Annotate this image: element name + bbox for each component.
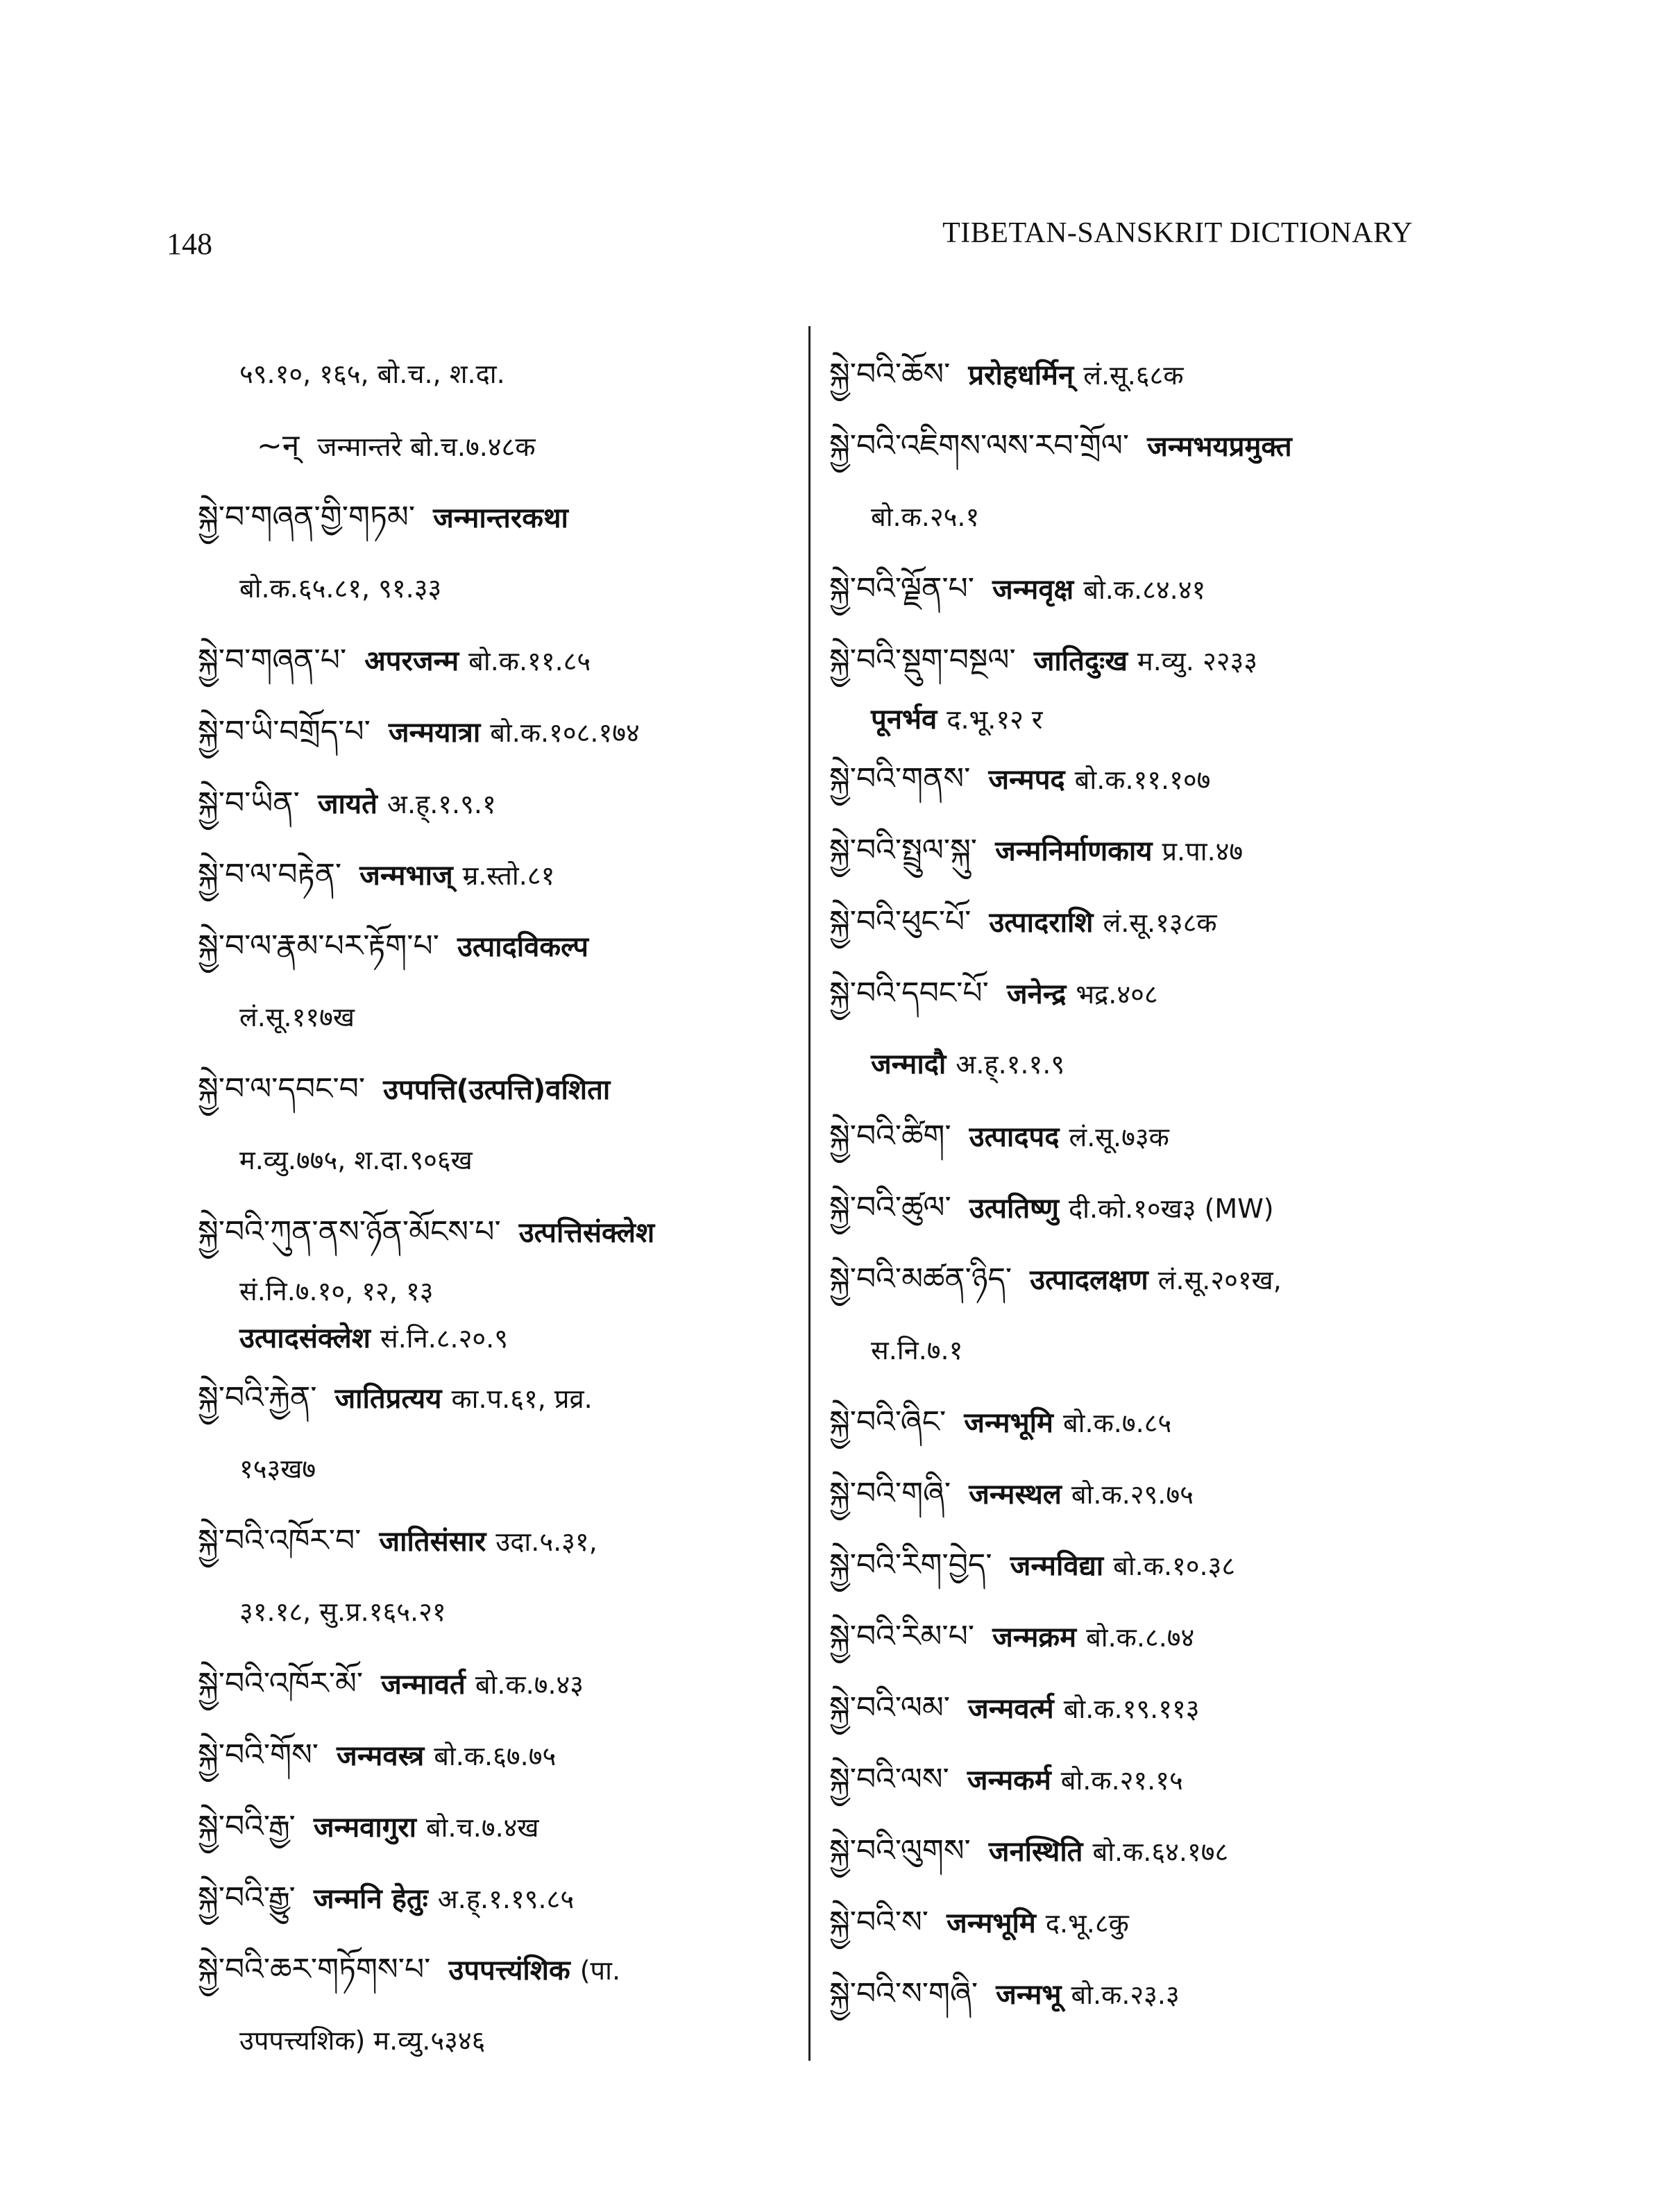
dictionary-line <box>829 886 1426 958</box>
dictionary-line <box>198 1433 795 1505</box>
sanskrit-equivalent: उत्पादपद <box>969 1121 1060 1153</box>
dictionary-line <box>198 1053 795 1125</box>
dictionary-line <box>198 1791 795 1862</box>
running-head: TIBETAN-SANSKRIT DICTIONARY <box>942 217 1413 249</box>
source-reference: लं.सू.६८क <box>1083 360 1184 391</box>
tibetan-headword: སྐྱེ་བ་ཡིན་ <box>198 785 300 821</box>
dictionary-line <box>198 982 795 1053</box>
dictionary-line <box>198 1196 795 1268</box>
sanskrit-equivalent: जन्मस्थल <box>969 1479 1062 1511</box>
tibetan-headword: སྐྱེ་བའི་ཞིང་ <box>829 1404 947 1440</box>
dictionary-line <box>198 410 795 482</box>
dictionary-line <box>829 1172 1426 1243</box>
tibetan-headword: སྐྱེ་བའི་རིག་བྱེད་ <box>829 1547 992 1583</box>
dictionary-line <box>829 482 1426 553</box>
dictionary-line <box>829 553 1426 624</box>
sanskrit-equivalent: उत्पादराशि <box>989 907 1094 939</box>
tibetan-headword: སྐྱེ་བའི་ཕུང་པོ་ <box>829 904 971 939</box>
tibetan-headword: སྐྱེ་བའི་སྤྲུལ་སྐུ་ <box>829 833 978 868</box>
dictionary-line <box>198 839 795 910</box>
tibetan-headword: སྐྱེ་བའི་ས་ <box>829 1905 929 1940</box>
dictionary-line <box>198 482 795 553</box>
sanskrit-equivalent: पूनर्भव <box>871 704 937 735</box>
dictionary-line <box>198 1125 795 1196</box>
source-reference: म.व्यु.७७५, श.दा.९०६ख <box>239 1145 473 1175</box>
left-column <box>198 339 795 2077</box>
source-reference: ३१.१८, सु.प्र.१६५.२१ <box>239 1597 446 1627</box>
tibetan-headword: སྐྱེ་བའི་རྒྱུ་ <box>198 1880 296 1916</box>
sanskrit-equivalent: जन्मनि हेतुः <box>313 1883 428 1915</box>
tibetan-headword: སྐྱེ་བའི་ལམ་ <box>829 1690 950 1726</box>
source-reference: बो.क.१९.११३ <box>1063 1694 1200 1724</box>
dictionary-line <box>829 1458 1426 1529</box>
tibetan-headword: སྐྱེ་བའི་ས་གཞི་ <box>829 1976 978 2011</box>
sanskrit-equivalent: जन्मान्तरकथा <box>433 502 568 534</box>
sanskrit-equivalent: जातिसंसार <box>379 1526 486 1558</box>
dictionary-line <box>198 1648 795 1719</box>
dictionary-line <box>198 339 795 410</box>
tibetan-headword: སྐྱེ་བའི་མཚན་ཉིད་ <box>829 1261 1012 1297</box>
dictionary-line <box>198 696 795 767</box>
sanskrit-equivalent: उत्पादलक्षण <box>1030 1264 1148 1296</box>
tibetan-headword: སྐྱེ་བའི་ལས་ <box>829 1762 949 1797</box>
tibetan-headword: སྐྱེ་བའི་ཆོས་ <box>829 357 951 392</box>
source-reference: बो.क.११.८५ <box>468 646 591 677</box>
dictionary-line <box>829 410 1426 482</box>
source-reference: सं.नि.८.२०.९ <box>380 1323 508 1354</box>
sanskrit-equivalent: जन्मावर्त <box>381 1669 466 1701</box>
sanskrit-equivalent: जन्मयात्रा <box>388 717 481 749</box>
sanskrit-equivalent: उपपत्ति(उत्पत्ति)वशिता <box>383 1074 611 1106</box>
sanskrit-equivalent: जन्मवर्त्म <box>967 1693 1054 1725</box>
dictionary-line <box>829 958 1426 1029</box>
sanskrit-equivalent: उत्पादविकल्प <box>457 931 588 963</box>
tibetan-headword: སྐྱེ་བའི་སྡུག་བསྔལ་ <box>829 643 1016 678</box>
source-reference: दी.को.१०ख३ (MW) <box>1068 1193 1274 1224</box>
source-reference: प्र.पा.४७ <box>1162 836 1244 867</box>
sanskrit-equivalent: जन्मादौ <box>871 1048 947 1080</box>
sanskrit-equivalent: जन्मनिर्माणकाय <box>995 835 1153 867</box>
sanskrit-equivalent: जन्मपद <box>988 764 1065 796</box>
sanskrit-equivalent: जन्मकर्म <box>967 1764 1051 1796</box>
tibetan-headword: སྐྱེ་བའི་ཚུལ་ <box>829 1190 951 1225</box>
tibetan-headword: སྐྱེ་བའི་གོས་ <box>198 1737 319 1773</box>
source-reference: लं.सू.२०१ख, <box>1157 1265 1282 1295</box>
source-reference: लं.सू.१३८क <box>1103 908 1217 938</box>
column-divider <box>808 326 811 2061</box>
dictionary-line <box>829 1315 1426 1386</box>
dictionary-line <box>198 624 795 696</box>
source-reference: बो.क.७.४३ <box>475 1669 584 1700</box>
dictionary-line <box>198 553 795 624</box>
dictionary-line <box>829 1100 1426 1172</box>
tibetan-headword: སྐྱེ་བ་ལ་དབང་བ་ <box>198 1071 366 1107</box>
sanskrit-equivalent: जनस्थिति <box>988 1836 1083 1868</box>
sanskrit-equivalent: जनेन्द्र <box>1006 978 1067 1010</box>
dictionary-line <box>198 1576 795 1648</box>
dictionary-line <box>829 743 1426 815</box>
source-reference: अ.ह्.१.९.१ <box>387 789 496 819</box>
source-reference: (पा. <box>579 1955 621 1986</box>
dictionary-line <box>829 1601 1426 1672</box>
source-reference: बो.क.७.८५ <box>1062 1408 1172 1438</box>
source-reference: भद्र.४०८ <box>1076 979 1158 1010</box>
source-reference: बो.क.११.१०७ <box>1074 765 1211 795</box>
tibetan-headword: སྐྱེ་བའི་ལུགས་ <box>829 1833 971 1869</box>
tibetan-headword: སྐྱེ་བའི་རིམ་པ་ <box>829 1619 975 1654</box>
dictionary-line <box>829 1386 1426 1458</box>
tibetan-headword: སྐྱེ་བའི་འཁོར་བ་ <box>198 1523 362 1558</box>
dictionary-line <box>198 910 795 982</box>
source-reference: ५९.१०, १६५, बो.च., श.दा. <box>239 359 505 389</box>
tibetan-headword: སྐྱེ་བའི་འཇིགས་ལས་རབ་གྲོལ་ <box>829 428 1130 463</box>
dictionary-line <box>829 1887 1426 1958</box>
tibetan-headword: སྐྱེ་བ་ལ་རྣམ་པར་རྟོག་པ་ <box>198 928 439 964</box>
sanskrit-equivalent: जन्मवागुरा <box>313 1812 416 1844</box>
dictionary-line <box>198 1315 795 1362</box>
dictionary-line <box>829 1958 1426 2030</box>
source-reference: उपपत्त्यशिक) म.व्यु.५३४६ <box>239 2025 486 2056</box>
dictionary-line <box>829 1529 1426 1601</box>
tibetan-headword: སྐྱེ་བའི་ཚིག་ <box>829 1118 951 1154</box>
sanskrit-equivalent: जन्मवस्त्र <box>337 1740 425 1772</box>
tibetan-headword: སྐྱེ་བའི་ལྗོན་པ་ <box>829 571 974 606</box>
source-reference: म.व्यु. २२३३ <box>1137 646 1258 677</box>
source-reference: अ.ह्.१.१.९ <box>956 1049 1065 1080</box>
page-number: 148 <box>167 227 212 261</box>
sanskrit-equivalent: जन्मवृक्ष <box>992 574 1074 606</box>
source-reference: बो.क.१०८.१७४ <box>490 717 640 748</box>
source-reference: बो.क.२३.३ <box>1071 1980 1180 2010</box>
source-reference: बो.क.६७.७५ <box>434 1741 557 1771</box>
tibetan-headword: སྐྱེ་བ་གཞན་གྱི་གཏམ་ <box>198 500 416 535</box>
tibetan-headword: སྐྱེ་བའི་རྒྱ་ <box>198 1809 296 1844</box>
tibetan-headword: སྐྱེ་བའི་གཞི་ <box>829 1476 951 1511</box>
tibetan-headword: སྐྱེ་བ་ལ་བརྟེན་ <box>198 857 342 892</box>
sanskrit-equivalent: प्ररोहधर्मिन् <box>968 359 1074 391</box>
source-reference: बो.क.८४.४१ <box>1083 575 1206 605</box>
tibetan-headword: སྐྱེ་བའི་དབང་པོ་ <box>829 976 989 1011</box>
source-reference: म्र.स्तो.८१ <box>462 860 555 891</box>
source-reference: बो.क.१०.३८ <box>1113 1551 1236 1581</box>
dictionary-line <box>198 1268 795 1315</box>
sanskrit-equivalent: जन्मभू <box>996 1979 1062 2011</box>
source-reference: का.प.६१, प्रव्र. <box>451 1384 593 1414</box>
source-reference: अ.ह्.१.१९.८५ <box>437 1884 575 1914</box>
dictionary-line <box>198 1505 795 1576</box>
source-reference: द.भू.८कु <box>1045 1908 1129 1939</box>
sanskrit-equivalent: जन्मक्रम <box>992 1622 1077 1653</box>
dictionary-line <box>829 696 1426 743</box>
source-reference: बो.क.६४.१७८ <box>1092 1837 1229 1867</box>
dictionary-line <box>829 1744 1426 1815</box>
dictionary-line <box>198 1719 795 1791</box>
sanskrit-equivalent: उत्पादसंक्लेश <box>239 1322 371 1354</box>
sanskrit-equivalent: जन्मविद्या <box>1010 1550 1104 1582</box>
dictionary-line <box>829 624 1426 696</box>
tibetan-headword: སྐྱེ་བའི་འཁོར་མོ་ <box>198 1666 364 1701</box>
dictionary-line <box>198 1934 795 2005</box>
source-reference: सं.नि.७.१०, १२, १३ <box>239 1276 434 1307</box>
tibetan-headword: སྐྱེ་བའི་ཀུན་ནས་ཉོན་མོངས་པ་ <box>198 1214 501 1250</box>
sanskrit-equivalent: जायते <box>317 788 377 820</box>
dictionary-line <box>829 339 1426 410</box>
dictionary-line <box>198 767 795 839</box>
tibetan-headword: སྐྱེ་བའི་ཆར་གཏོགས་པ་ <box>198 1952 431 1987</box>
tibetan-headword: སྐྱེ་བའི་གནས་ <box>829 761 971 797</box>
source-reference: बो.च.७.४ख <box>425 1812 539 1843</box>
tibetan-headword: ~न् <box>257 428 300 463</box>
dictionary-line <box>829 815 1426 886</box>
dictionary-line <box>829 1815 1426 1887</box>
sanskrit-equivalent: जन्मभूमि <box>964 1407 1053 1439</box>
dictionary-line <box>829 1029 1426 1100</box>
sanskrit-equivalent: जातिप्रत्यय <box>334 1383 442 1415</box>
source-reference: लं.सू.११७ख <box>239 1002 355 1032</box>
source-reference: जन्मान्तरे बो.च.७.४८क <box>317 432 536 462</box>
sanskrit-equivalent: उपपत्त्यंशिक <box>448 1955 570 1986</box>
sanskrit-equivalent: जातिदुःख <box>1033 645 1128 677</box>
source-reference: १५३ख७ <box>239 1454 316 1484</box>
tibetan-headword: སྐྱེ་བ་གཞན་པ་ <box>198 643 347 678</box>
sanskrit-equivalent: उत्पत्तिसंक्लेश <box>518 1217 655 1249</box>
sanskrit-equivalent: उत्पतिष्णु <box>969 1193 1059 1225</box>
dictionary-line <box>198 2005 795 2077</box>
sanskrit-equivalent: जन्मभूमि <box>947 1907 1036 1939</box>
dictionary-line <box>829 1672 1426 1744</box>
source-reference: लं.सू.७३क <box>1069 1122 1169 1152</box>
source-reference: उदा.५.३१, <box>495 1526 597 1557</box>
source-reference: द.भू.१२ र <box>947 704 1043 735</box>
sanskrit-equivalent: अपरजन्म <box>364 645 459 677</box>
sanskrit-equivalent: जन्मभयप्रमुक्त <box>1147 431 1292 463</box>
tibetan-headword: སྐྱེ་བའི་རྐྱེན་ <box>198 1380 317 1415</box>
dictionary-line <box>198 1362 795 1433</box>
sanskrit-equivalent: जन्मभाज् <box>359 860 453 892</box>
source-reference: बो.क.२५.१ <box>871 502 980 532</box>
source-reference: बो.क.६५.८१, ९१.३३ <box>239 573 442 604</box>
dictionary-line <box>829 1243 1426 1315</box>
source-reference: बो.क.२९.७५ <box>1071 1479 1194 1510</box>
dictionary-line <box>198 1862 795 1934</box>
source-reference: स.नि.७.१ <box>871 1335 963 1366</box>
source-reference: बो.क.२१.१५ <box>1060 1765 1183 1796</box>
tibetan-headword: སྐྱེ་བ་ཡི་བགྲོད་པ་ <box>198 714 371 749</box>
source-reference: बो.क.८.७४ <box>1086 1622 1195 1653</box>
right-column <box>829 339 1426 2030</box>
